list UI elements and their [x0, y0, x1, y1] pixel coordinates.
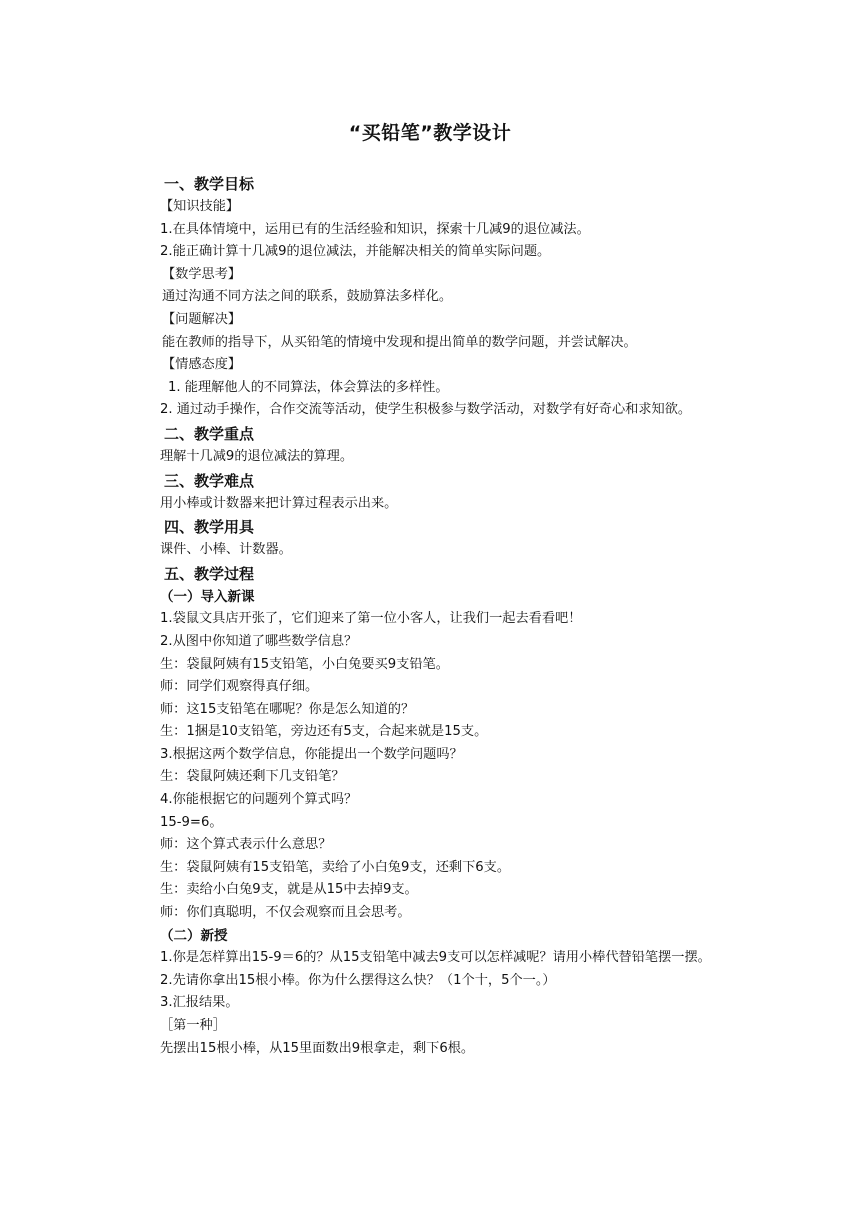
paragraph-line: 生：袋鼠阿姨有15支铅笔，小白兔要买9支铅笔。 — [160, 656, 449, 672]
paragraph-line: 1. 能理解他人的不同算法，体会算法的多样性。 — [168, 379, 449, 395]
paragraph-line: 生：袋鼠阿姨还剩下几支铅笔？ — [160, 769, 345, 785]
paragraph-line: 4.你能根据它的问题列个算式吗？ — [160, 792, 358, 808]
paragraph-line: 能在教师的指导下，从买铅笔的情境中发现和提出简单的数学问题，并尝试解决。 — [162, 334, 637, 350]
paragraph-line: 1.你是怎样算出15-9＝6的？从15支铅笔中减去9支可以怎样减呢？请用小棒代替铅笔摆一摆。 — [160, 950, 711, 966]
paragraph-line: 【知识技能】 — [160, 199, 240, 214]
paragraph-line: 2. 通过动手操作，合作交流等活动，使学生积极参与数学活动，对数学有好奇心和求知欲。 — [160, 402, 692, 418]
subsection-heading: （二）新授 — [160, 927, 228, 944]
paragraph-line: 师：这个算式表示什么意思？ — [160, 837, 332, 853]
paragraph-line: 2.先请你拿出15根小棒。你为什么摆得这么快？（1个十，5个一。） — [160, 972, 556, 988]
paragraph-line: 3.汇报结果。 — [160, 995, 239, 1011]
section-heading: 五、教学过程 — [164, 564, 255, 583]
paragraph-line: 1.袋鼠文具店开张了，它们迎来了第一位小客人，让我们一起去看看吧！ — [160, 611, 582, 627]
paragraph-line: 1.在具体情境中，运用已有的生活经验和知识，探索十几减9的退位减法。 — [160, 221, 590, 237]
paragraph-line: 【问题解决】 — [162, 311, 242, 327]
paragraph-line: 理解十几减9的退位减法的算理。 — [160, 448, 354, 464]
section-heading: 三、教学难点 — [164, 471, 255, 490]
paragraph-line: 【情感态度】 — [162, 357, 242, 373]
section-heading: 一、教学目标 — [164, 175, 255, 193]
paragraph-line: 师：你们真聪明，不仅会观察而且会思考。 — [160, 905, 411, 921]
paragraph-line: 2.能正确计算十几减9的退位减法，并能解决相关的简单实际问题。 — [160, 244, 551, 260]
paragraph-line: 师：同学们观察得真仔细。 — [160, 679, 319, 695]
paragraph-line: 通过沟通不同方法之间的联系，鼓励算法多样化。 — [162, 289, 453, 305]
paragraph-line: 2.从图中你知道了哪些数学信息？ — [160, 633, 358, 649]
paragraph-line: 先摆出15根小棒，从15里面数出9根拿走，剩下6根。 — [160, 1040, 475, 1056]
paragraph-line: 3.根据这两个数学信息，你能提出一个数学问题吗？ — [160, 746, 463, 762]
paragraph-line: 师：这15支铅笔在哪呢？你是怎么知道的？ — [160, 701, 415, 717]
document-title: “买铅笔”教学设计 — [348, 122, 512, 144]
section-heading: 二、教学重点 — [164, 424, 255, 443]
paragraph-line: 课件、小棒、计数器。 — [160, 542, 292, 558]
paragraph-line: 【数学思考】 — [162, 266, 242, 282]
subsection-heading: （一）导入新课 — [160, 588, 255, 605]
paragraph-line: 生：1捆是10支铅笔，旁边还有5支，合起来就是15支。 — [160, 724, 488, 740]
paragraph-line: 用小棒或计数器来把计算过程表示出来。 — [160, 495, 398, 511]
paragraph-line: 15-9=6。 — [160, 814, 223, 830]
document-body — [132, 172, 732, 1060]
section-heading: 四、教学用具 — [164, 518, 255, 537]
paragraph-line: 生：袋鼠阿姨有15支铅笔，卖给了小白兔9支，还剩下6支。 — [160, 859, 511, 875]
paragraph-line: ［第一种］ — [160, 1018, 226, 1033]
paragraph-line: 生：卖给小白兔9支，就是从15中去掉9支。 — [160, 882, 418, 898]
